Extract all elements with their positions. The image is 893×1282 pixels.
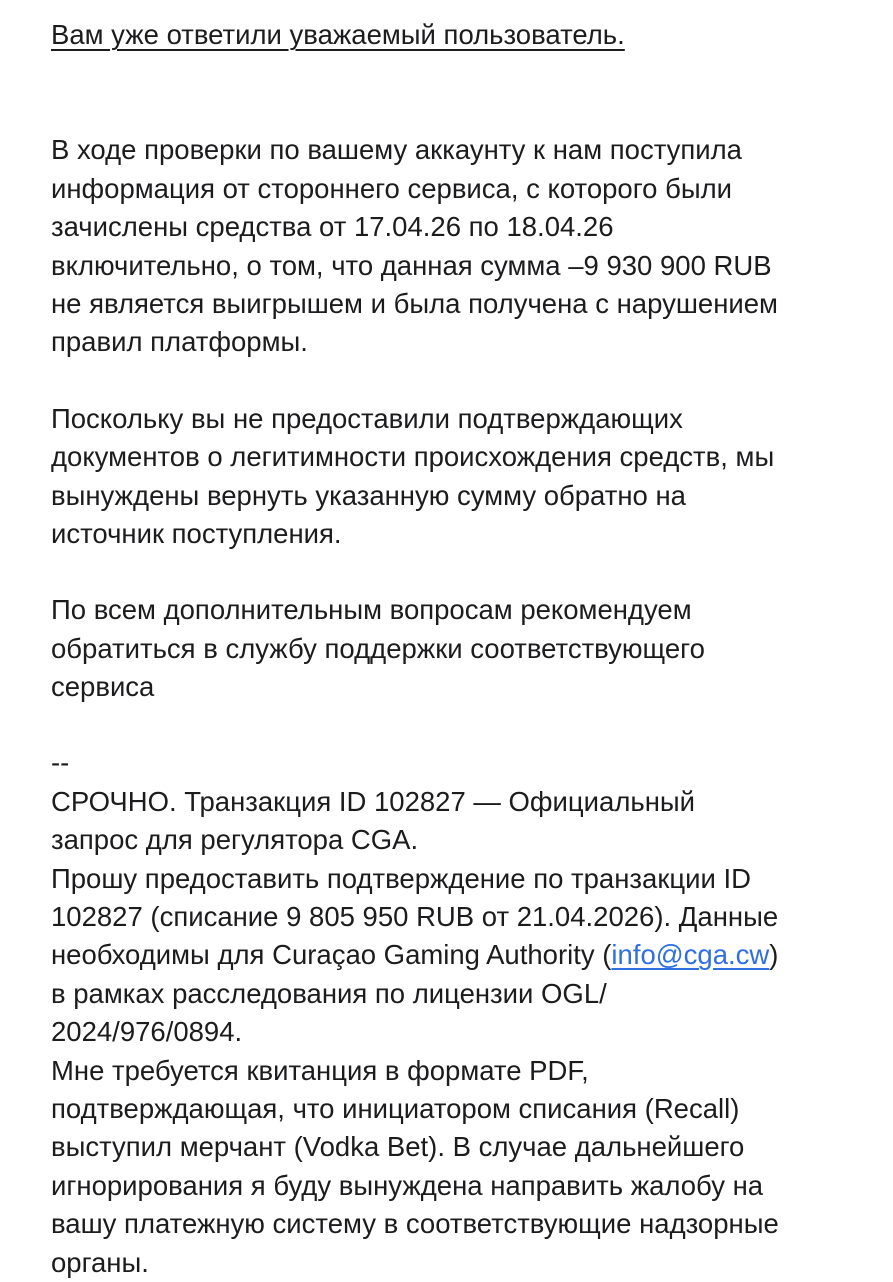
text-line: выступил мерчант (Vodka Bet). В случае дальнейшего [51, 1131, 745, 1163]
text-line: зачислены средства от 17.04.26 по 18.04.26 [51, 211, 614, 243]
text-line: 2024/976/0894. [51, 1016, 243, 1048]
paragraph-documents [51, 400, 851, 554]
text-line: информация от стороннего сервиса, с которого были [51, 172, 732, 204]
text-line: подтверждающая, что инициатором списания (Recall) [51, 1092, 740, 1124]
link-line-suffix: ) [769, 939, 779, 971]
text-line: обратиться в службу поддержки соответствующего [51, 632, 705, 664]
text-line: в рамках расследования по лицензии OGL/ [51, 977, 607, 1009]
text-line: правил платформы. [51, 326, 308, 358]
signature-separator: -- [51, 747, 70, 779]
text-line: СРОЧНО. Транзакция ID 102827 — Официальный [51, 785, 696, 817]
text-line: В ходе проверки по вашему аккаунту к нам поступила [51, 134, 742, 166]
text-line: не является выигрышем и была получена с нарушением [51, 287, 778, 319]
text-line-with-link [51, 936, 851, 974]
text-line: Прошу предоставить подтверждение по транзакции ID [51, 862, 751, 894]
text-line: включительно, о том, что данная сумма –9 930 900 RUB [51, 249, 772, 281]
email-link[interactable]: info@cga.cw [611, 939, 770, 971]
text-line: вынуждены вернуть указанную сумму обратно на [51, 479, 686, 511]
message-body [51, 16, 851, 1282]
text-line: запрос для регулятора CGA. [51, 824, 419, 856]
paragraph-support [51, 591, 851, 706]
text-line: сервиса [51, 671, 155, 703]
text-line: органы. [51, 1246, 149, 1278]
text-line: По всем дополнительным вопросам рекомендуем [51, 594, 692, 626]
quoted-reply-line: Вам уже ответили уважаемый пользователь. [51, 19, 625, 50]
text-line: вашу платежную систему в соответствующие надзорные [51, 1208, 779, 1240]
text-line: Мне требуется квитанция в формате PDF, [51, 1054, 589, 1086]
text-line: источник поступления. [51, 517, 342, 549]
text-line: Поскольку вы не предоставили подтверждающих [51, 402, 683, 434]
paragraph-account-check [51, 131, 851, 361]
urgent-request-block [51, 783, 851, 1282]
text-line: 102827 (списание 9 805 950 RUB от 21.04.2026). Данные [51, 901, 779, 933]
link-line-prefix: необходимы для Curaçao Gaming Authority ( [51, 939, 612, 971]
text-line: игнорирования я буду вынуждена направить жалобу на [51, 1169, 764, 1201]
text-line: документов о легитимности происхождения средств, мы [51, 441, 775, 473]
